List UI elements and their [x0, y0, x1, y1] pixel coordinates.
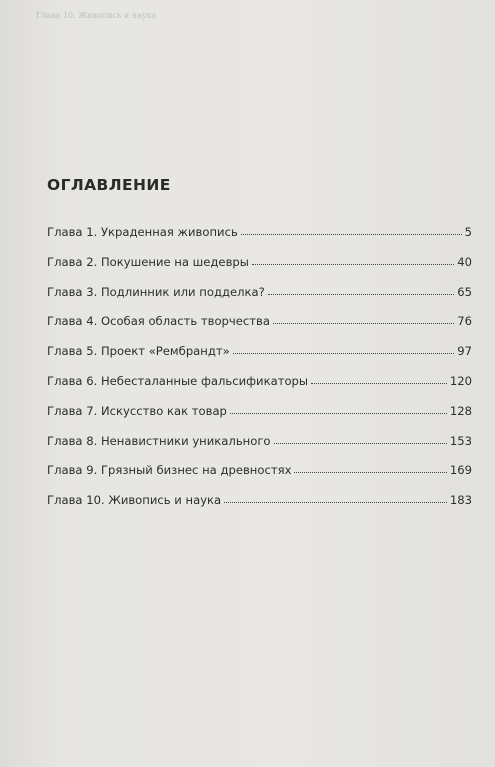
toc-entry[interactable]: [47, 404, 472, 434]
dot-leader: [241, 234, 462, 235]
toc-entry[interactable]: [47, 344, 472, 374]
dot-leader: [252, 264, 454, 265]
toc-entry-page: 97: [457, 344, 472, 359]
toc-entry[interactable]: [47, 374, 472, 404]
toc-entry[interactable]: [47, 463, 472, 493]
dot-leader: [273, 323, 454, 324]
dot-leader: [274, 443, 447, 444]
toc-entry-title: Глава 3. Подлинник или подделка?: [47, 284, 265, 299]
bleed-through-running-header: Глава 10. Живопись и наука: [36, 11, 157, 20]
toc-entry-title: Глава 6. Небесталанные фальсификаторы: [47, 373, 309, 388]
toc-entry[interactable]: [47, 255, 472, 285]
toc-entry-page: 120: [449, 373, 472, 388]
toc-entry-page: 5: [464, 225, 472, 239]
toc-entry-title: Глава 2. Покушение на шедевры: [47, 254, 249, 269]
toc-entry-page: 40: [457, 254, 472, 269]
toc-entry-title: Глава 8. Ненавистники уникального: [47, 433, 271, 448]
toc-entry-page: 65: [457, 284, 472, 299]
toc-entry-title: Глава 5. Проект «Рембрандт»: [47, 344, 230, 359]
dot-leader: [224, 502, 447, 503]
table-of-contents-list: [47, 225, 472, 523]
toc-entry-title: Глава 9. Грязный бизнес на древностях: [47, 463, 292, 478]
toc-entry[interactable]: [47, 493, 472, 523]
toc-entry[interactable]: [47, 225, 472, 255]
toc-entry-page: 183: [449, 493, 472, 508]
toc-entry-title: Глава 10. Живопись и наука: [47, 493, 222, 508]
toc-entry[interactable]: [47, 314, 472, 344]
dot-leader: [233, 353, 455, 354]
toc-entry-page: 169: [449, 463, 472, 478]
toc-entry-title: Глава 7. Искусство как товар: [47, 403, 227, 418]
toc-entry-page: 128: [449, 403, 472, 418]
toc-entry-title: Глава 1. Украденная живопись: [47, 225, 238, 239]
table-of-contents-heading: ОГЛАВЛЕНИЕ: [47, 176, 171, 194]
toc-entry-page: 153: [449, 433, 472, 448]
dot-leader: [230, 413, 447, 414]
dot-leader: [294, 472, 446, 473]
toc-entry[interactable]: [47, 285, 472, 315]
dot-leader: [268, 294, 454, 295]
toc-entry-title: Глава 4. Особая область творчества: [47, 314, 270, 329]
dot-leader: [311, 383, 447, 384]
toc-entry[interactable]: [47, 434, 472, 464]
toc-entry-page: 76: [457, 314, 472, 329]
